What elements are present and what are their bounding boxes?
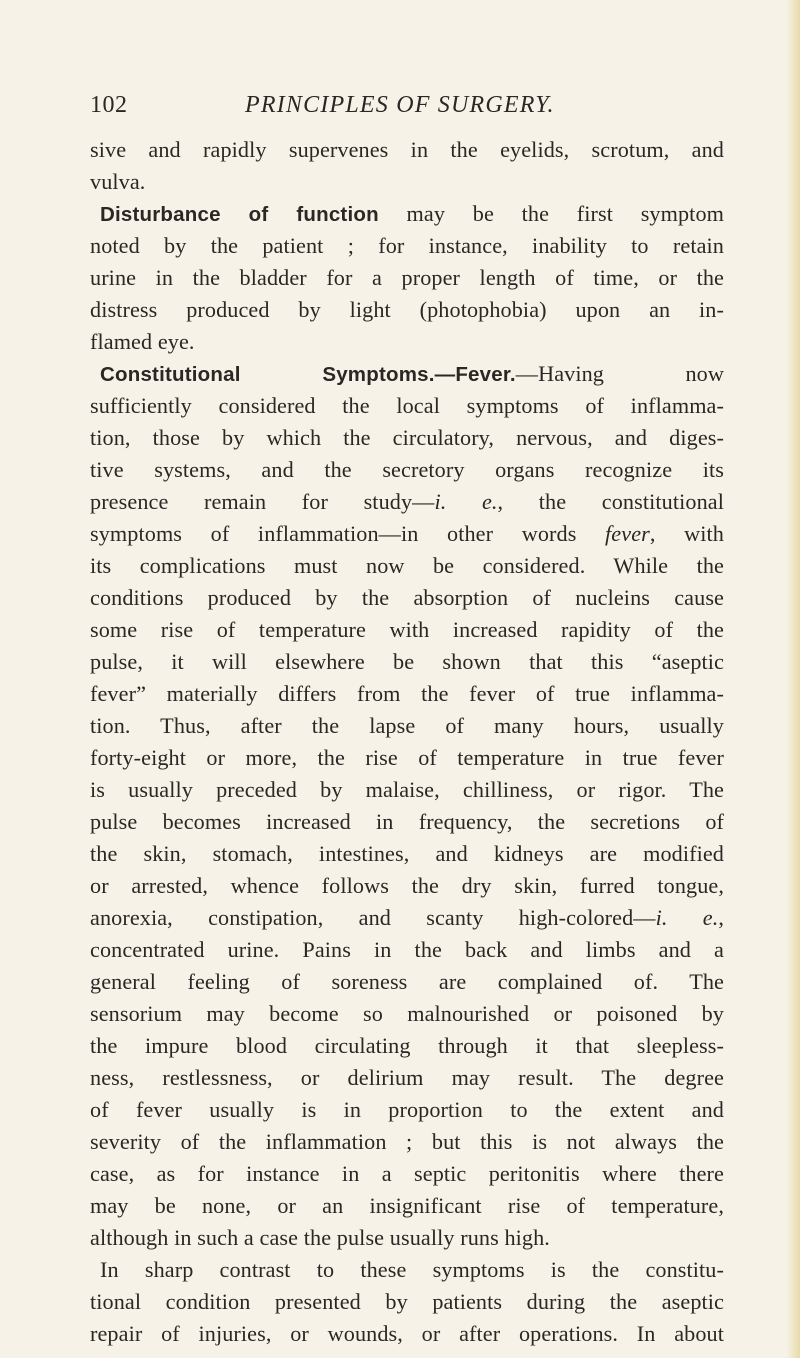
text-run: urine in the bladder for a proper length of time, or the	[90, 265, 724, 290]
page-edge	[786, 0, 800, 1358]
text-run: , with	[649, 521, 724, 546]
text-run: anorexia, constipation, and scanty high-colored—	[90, 905, 656, 930]
text-run: vulva.	[90, 169, 146, 194]
text-run: ness, restlessness, or delirium may result. The degree	[90, 1065, 724, 1090]
text-run: tion, those by which the circulatory, nervous, and diges-	[90, 425, 724, 450]
text-line	[90, 582, 724, 614]
italic-text: i. e.	[434, 489, 498, 514]
page-number: 102	[90, 92, 128, 118]
text-line	[90, 1126, 724, 1158]
text-run: flamed eye.	[90, 329, 195, 354]
text-run: case, as for instance in a septic peritonitis where there	[90, 1161, 724, 1186]
text-run: repair of injuries, or wounds, or after operations. In about	[90, 1321, 724, 1346]
text-line	[90, 774, 724, 806]
text-line	[90, 646, 724, 678]
text-run: , the constitutional	[497, 489, 724, 514]
text-run: may be the first symptom	[378, 201, 724, 226]
text-line	[90, 326, 724, 358]
text-line	[90, 1094, 724, 1126]
text-run: is usually preceded by malaise, chilliness, or rigor. The	[90, 777, 724, 802]
text-line	[90, 454, 724, 486]
text-line	[90, 902, 724, 934]
running-title: PRINCIPLES OF SURGERY.	[245, 92, 555, 118]
text-line	[90, 1318, 724, 1350]
text-run: the skin, stomach, intestines, and kidneys are modified	[90, 841, 724, 866]
text-line	[90, 838, 724, 870]
text-line	[90, 134, 724, 166]
text-line	[90, 1030, 724, 1062]
text-run: although in such a case the pulse usually runs high.	[90, 1225, 550, 1250]
text-line	[90, 486, 724, 518]
text-line	[90, 1062, 724, 1094]
text-run: sensorium may become so malnourished or poisoned by	[90, 1001, 724, 1026]
text-line	[90, 966, 724, 998]
text-run: severity of the inflammation ; but this is not always the	[90, 1129, 724, 1154]
text-line	[90, 518, 724, 550]
text-line	[90, 422, 724, 454]
text-line	[90, 998, 724, 1030]
running-head	[90, 92, 730, 128]
text-run: —Having now	[515, 361, 724, 386]
text-run: sive and rapidly supervenes in the eyelids, scrotum, and	[90, 137, 724, 162]
text-line	[90, 294, 724, 326]
text-run: noted by the patient ; for instance, inability to retain	[90, 233, 724, 258]
text-run: presence remain for study—	[90, 489, 435, 514]
text-line	[90, 230, 724, 262]
text-line	[90, 1190, 724, 1222]
text-line	[90, 166, 724, 198]
text-run: symptoms of inflammation—in other words	[90, 521, 606, 546]
italic-text: i. e.	[655, 905, 719, 930]
text-run: its complications must now be considered. While the	[90, 553, 724, 578]
section-heading: Constitutional Symptoms.—Fever.	[100, 363, 516, 386]
text-line	[90, 262, 724, 294]
text-line	[90, 1286, 724, 1318]
text-line	[90, 1222, 724, 1254]
text-line	[90, 710, 724, 742]
text-line	[90, 550, 724, 582]
text-line	[90, 1158, 724, 1190]
text-run: of fever usually is in proportion to the extent and	[90, 1097, 724, 1122]
text-run: tional condition presented by patients during the aseptic	[90, 1289, 724, 1314]
text-line	[90, 934, 724, 966]
text-run: may be none, or an insignificant rise of temperature,	[90, 1193, 724, 1218]
text-run: conditions produced by the absorption of nucleins cause	[90, 585, 724, 610]
text-run: pulse becomes increased in frequency, the secretions of	[90, 809, 724, 834]
text-run: tion. Thus, after the lapse of many hours, usually	[90, 713, 724, 738]
text-line	[90, 870, 724, 902]
text-line	[90, 742, 724, 774]
text-run: ,	[718, 905, 725, 930]
text-run: or arrested, whence follows the dry skin, furred tongue,	[90, 873, 724, 898]
text-run: pulse, it will elsewhere be shown that this “aseptic	[90, 649, 724, 674]
text-run: some rise of temperature with increased rapidity of the	[90, 617, 724, 642]
text-line	[90, 678, 724, 710]
text-run: general feeling of soreness are complained of. The	[90, 969, 724, 994]
text-run: sufficiently considered the local symptoms of inflamma-	[90, 393, 724, 418]
text-line	[90, 358, 724, 390]
text-run: In sharp contrast to these symptoms is the constitu-	[100, 1257, 724, 1282]
text-line	[90, 390, 724, 422]
text-line	[90, 806, 724, 838]
italic-text: fever	[605, 521, 650, 546]
text-run: forty-eight or more, the rise of temperature in true fever	[90, 745, 724, 770]
text-run: concentrated urine. Pains in the back and limbs and a	[90, 937, 724, 962]
text-run: fever” materially differs from the fever of true inflamma-	[90, 681, 724, 706]
text-line	[90, 614, 724, 646]
text-run: the impure blood circulating through it that sleepless-	[90, 1033, 724, 1058]
section-heading: Disturbance of function	[100, 203, 379, 226]
text-run: tive systems, and the secretory organs recognize its	[90, 457, 724, 482]
body-text	[90, 134, 724, 1350]
text-line	[90, 198, 724, 230]
text-run: distress produced by light (photophobia) upon an in-	[90, 297, 724, 322]
text-line	[90, 1254, 724, 1286]
